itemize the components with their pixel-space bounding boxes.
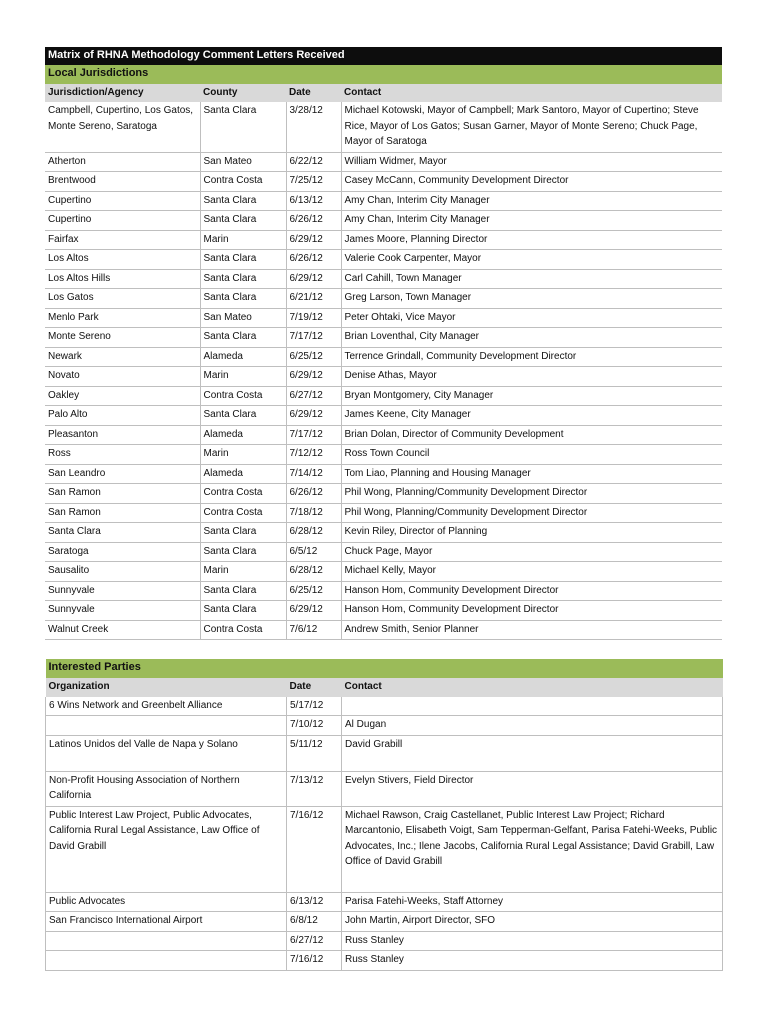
contact-cell: Parisa Fatehi-Weeks, Staff Attorney (342, 892, 723, 912)
date-cell: 7/6/12 (286, 620, 341, 640)
section-row-local (45, 65, 722, 84)
date-cell: 6/22/12 (286, 152, 341, 172)
county-cell: Santa Clara (200, 328, 286, 348)
table-row (45, 464, 722, 484)
header-county: County (200, 84, 286, 103)
contact-cell (342, 697, 723, 716)
date-cell: 7/25/12 (286, 172, 341, 192)
table-row (45, 562, 722, 582)
jurisdiction-cell: Saratoga (45, 542, 200, 562)
contact-cell: Bryan Montgomery, City Manager (341, 386, 722, 406)
contact-cell: Greg Larson, Town Manager (341, 289, 722, 309)
jurisdiction-cell: Campbell, Cupertino, Los Gatos, Monte Sereno, Saratoga (45, 102, 200, 152)
county-cell: Contra Costa (200, 172, 286, 192)
table-row (45, 620, 722, 640)
contact-cell: James Keene, City Manager (341, 406, 722, 426)
organization-cell (46, 931, 287, 951)
table-row (45, 406, 722, 426)
contact-cell: Amy Chan, Interim City Manager (341, 211, 722, 231)
jurisdiction-cell: Los Gatos (45, 289, 200, 309)
county-cell: Contra Costa (200, 503, 286, 523)
jurisdiction-cell: Cupertino (45, 191, 200, 211)
jurisdiction-cell: Sunnyvale (45, 581, 200, 601)
section-title-local: Local Jurisdictions (45, 65, 722, 84)
county-cell: Santa Clara (200, 523, 286, 543)
local-jurisdictions-table (45, 47, 722, 640)
date-cell: 6/27/12 (286, 386, 341, 406)
county-cell: Marin (200, 562, 286, 582)
date-cell: 6/29/12 (286, 601, 341, 621)
county-cell: Santa Clara (200, 406, 286, 426)
table-row (45, 269, 722, 289)
date-cell: 6/26/12 (286, 211, 341, 231)
table-row (45, 289, 722, 309)
jurisdiction-cell: Newark (45, 347, 200, 367)
contact-cell: William Widmer, Mayor (341, 152, 722, 172)
jurisdiction-cell: San Ramon (45, 484, 200, 504)
header-contact: Contact (341, 84, 722, 103)
table-row (46, 735, 723, 771)
contact-cell: Brian Loventhal, City Manager (341, 328, 722, 348)
contact-cell: Michael Rawson, Craig Castellanet, Public Interest Law Project; Richard Marcantonio, Elisabeth Voigt, Sam Tepperman-Gelfant, Parisa Fatehi-Weeks, Public Advocates, Inc.; Ilene Jacobs, California Rural Legal Assistance; David Grabill, Law Office of David Grabill (342, 806, 723, 892)
date-cell: 6/5/12 (286, 542, 341, 562)
jurisdiction-cell: Pleasanton (45, 425, 200, 445)
contact-cell: Ross Town Council (341, 445, 722, 465)
contact-cell: Michael Kotowski, Mayor of Campbell; Mark Santoro, Mayor of Cupertino; Steve Rice, Mayor of Los Gatos; Susan Garner, Mayor of Monte Sereno; Chuck Page, Mayor of Saratoga (341, 102, 722, 152)
jurisdiction-cell: Sunnyvale (45, 601, 200, 621)
interested-parties-table (45, 659, 723, 971)
table-row (45, 523, 722, 543)
county-cell: Marin (200, 367, 286, 387)
county-cell: Alameda (200, 347, 286, 367)
contact-cell: David Grabill (342, 735, 723, 771)
contact-cell: Andrew Smith, Senior Planner (341, 620, 722, 640)
jurisdiction-cell: San Ramon (45, 503, 200, 523)
county-cell: Marin (200, 445, 286, 465)
date-cell: 6/28/12 (286, 562, 341, 582)
jurisdiction-cell: Cupertino (45, 211, 200, 231)
county-cell: Santa Clara (200, 542, 286, 562)
date-cell: 6/26/12 (286, 250, 341, 270)
date-cell: 7/16/12 (287, 951, 342, 971)
date-cell: 6/13/12 (286, 191, 341, 211)
county-cell: Alameda (200, 425, 286, 445)
table-row (45, 152, 722, 172)
organization-cell (46, 716, 287, 736)
date-cell: 7/17/12 (286, 425, 341, 445)
jurisdiction-cell: Atherton (45, 152, 200, 172)
table-row (45, 503, 722, 523)
jurisdiction-cell: Palo Alto (45, 406, 200, 426)
header-row-local (45, 84, 722, 103)
table-row (46, 771, 723, 806)
organization-cell: Public Interest Law Project, Public Advocates, California Rural Legal Assistance, Law Office of David Grabill (46, 806, 287, 892)
contact-cell: Carl Cahill, Town Manager (341, 269, 722, 289)
table-row (46, 716, 723, 736)
table-row (45, 581, 722, 601)
date-cell: 3/28/12 (286, 102, 341, 152)
county-cell: Santa Clara (200, 211, 286, 231)
table-row (46, 697, 723, 716)
table-row (45, 367, 722, 387)
date-cell: 6/26/12 (286, 484, 341, 504)
county-cell: San Mateo (200, 308, 286, 328)
date-cell: 7/10/12 (287, 716, 342, 736)
table-row (45, 484, 722, 504)
organization-cell: Latinos Unidos del Valle de Napa y Solano (46, 735, 287, 771)
date-cell: 6/21/12 (286, 289, 341, 309)
county-cell: Contra Costa (200, 484, 286, 504)
contact-cell: Hanson Hom, Community Development Director (341, 581, 722, 601)
contact-cell: Al Dugan (342, 716, 723, 736)
organization-cell: Public Advocates (46, 892, 287, 912)
date-cell: 6/29/12 (286, 269, 341, 289)
contact-cell: Michael Kelly, Mayor (341, 562, 722, 582)
county-cell: Contra Costa (200, 620, 286, 640)
date-cell: 6/27/12 (287, 931, 342, 951)
jurisdiction-cell: Brentwood (45, 172, 200, 192)
section-title-interested: Interested Parties (46, 659, 723, 678)
table-row (46, 806, 723, 892)
county-cell: Alameda (200, 464, 286, 484)
header-organization: Organization (46, 678, 287, 697)
contact-cell: Hanson Hom, Community Development Director (341, 601, 722, 621)
county-cell: Santa Clara (200, 581, 286, 601)
section-row-interested (46, 659, 723, 678)
date-cell: 6/25/12 (286, 347, 341, 367)
county-cell: Santa Clara (200, 250, 286, 270)
county-cell: Santa Clara (200, 191, 286, 211)
table-row (46, 912, 723, 932)
contact-cell: Casey McCann, Community Development Director (341, 172, 722, 192)
contact-cell: Russ Stanley (342, 931, 723, 951)
contact-cell: Denise Athas, Mayor (341, 367, 722, 387)
jurisdiction-cell: Ross (45, 445, 200, 465)
contact-cell: Peter Ohtaki, Vice Mayor (341, 308, 722, 328)
jurisdiction-cell: Walnut Creek (45, 620, 200, 640)
jurisdiction-cell: Fairfax (45, 230, 200, 250)
date-cell: 6/8/12 (287, 912, 342, 932)
header-date: Date (287, 678, 342, 697)
contact-cell: James Moore, Planning Director (341, 230, 722, 250)
document-title: Matrix of RHNA Methodology Comment Letters Received (45, 47, 722, 65)
contact-cell: Terrence Grindall, Community Development Director (341, 347, 722, 367)
date-cell: 6/29/12 (286, 367, 341, 387)
organization-cell: San Francisco International Airport (46, 912, 287, 932)
date-cell: 7/13/12 (287, 771, 342, 806)
county-cell: Santa Clara (200, 102, 286, 152)
table-row (45, 347, 722, 367)
contact-cell: Tom Liao, Planning and Housing Manager (341, 464, 722, 484)
contact-cell: Russ Stanley (342, 951, 723, 971)
date-cell: 7/17/12 (286, 328, 341, 348)
table-row (45, 328, 722, 348)
table-row (45, 230, 722, 250)
date-cell: 6/13/12 (287, 892, 342, 912)
jurisdiction-cell: Sausalito (45, 562, 200, 582)
date-cell: 6/29/12 (286, 230, 341, 250)
county-cell: Marin (200, 230, 286, 250)
date-cell: 5/11/12 (287, 735, 342, 771)
table-row (45, 102, 722, 152)
jurisdiction-cell: Los Altos (45, 250, 200, 270)
jurisdiction-cell: San Leandro (45, 464, 200, 484)
contact-cell: Phil Wong, Planning/Community Development Director (341, 484, 722, 504)
contact-cell: Phil Wong, Planning/Community Development Director (341, 503, 722, 523)
header-jurisdiction: Jurisdiction/Agency (45, 84, 200, 103)
county-cell: Contra Costa (200, 386, 286, 406)
contact-cell: Brian Dolan, Director of Community Development (341, 425, 722, 445)
jurisdiction-cell: Santa Clara (45, 523, 200, 543)
organization-cell (46, 951, 287, 971)
date-cell: 7/18/12 (286, 503, 341, 523)
table-row (45, 425, 722, 445)
date-cell: 7/12/12 (286, 445, 341, 465)
contact-cell: John Martin, Airport Director, SFO (342, 912, 723, 932)
header-date: Date (286, 84, 341, 103)
table-row (45, 601, 722, 621)
jurisdiction-cell: Oakley (45, 386, 200, 406)
date-cell: 6/25/12 (286, 581, 341, 601)
table-row (45, 308, 722, 328)
table-row (45, 542, 722, 562)
contact-cell: Valerie Cook Carpenter, Mayor (341, 250, 722, 270)
contact-cell: Kevin Riley, Director of Planning (341, 523, 722, 543)
date-cell: 7/14/12 (286, 464, 341, 484)
organization-cell: Non-Profit Housing Association of Northern California (46, 771, 287, 806)
table-row (45, 386, 722, 406)
table-row (45, 211, 722, 231)
table-row (45, 445, 722, 465)
contact-cell: Amy Chan, Interim City Manager (341, 191, 722, 211)
document-page (45, 47, 722, 971)
date-cell: 5/17/12 (287, 697, 342, 716)
organization-cell: 6 Wins Network and Greenbelt Alliance (46, 697, 287, 716)
header-row-interested (46, 678, 723, 697)
date-cell: 6/28/12 (286, 523, 341, 543)
header-contact: Contact (342, 678, 723, 697)
table-row (46, 931, 723, 951)
contact-cell: Evelyn Stivers, Field Director (342, 771, 723, 806)
jurisdiction-cell: Menlo Park (45, 308, 200, 328)
table-row (45, 250, 722, 270)
jurisdiction-cell: Los Altos Hills (45, 269, 200, 289)
jurisdiction-cell: Novato (45, 367, 200, 387)
jurisdiction-cell: Monte Sereno (45, 328, 200, 348)
date-cell: 7/19/12 (286, 308, 341, 328)
table-row (46, 951, 723, 971)
table-row (45, 172, 722, 192)
table-row (45, 191, 722, 211)
county-cell: Santa Clara (200, 269, 286, 289)
county-cell: Santa Clara (200, 289, 286, 309)
county-cell: San Mateo (200, 152, 286, 172)
date-cell: 6/29/12 (286, 406, 341, 426)
table-row (46, 892, 723, 912)
date-cell: 7/16/12 (287, 806, 342, 892)
contact-cell: Chuck Page, Mayor (341, 542, 722, 562)
title-row (45, 47, 722, 65)
county-cell: Santa Clara (200, 601, 286, 621)
